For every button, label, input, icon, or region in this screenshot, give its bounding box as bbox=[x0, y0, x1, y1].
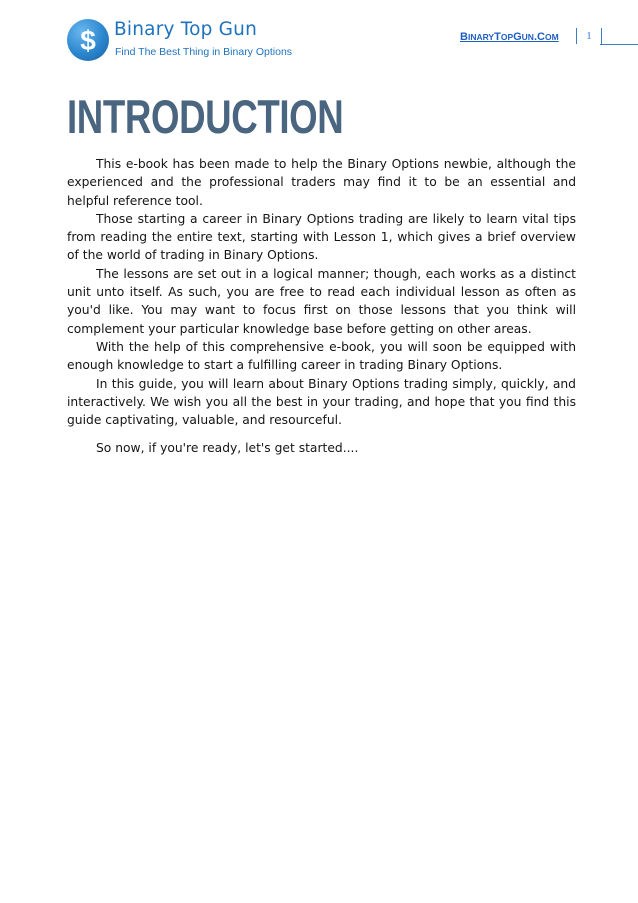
body-text bbox=[67, 155, 576, 458]
brand-logo bbox=[67, 19, 293, 63]
closing-line: So now, if you're ready, let's get started.... bbox=[96, 441, 359, 456]
header-rule bbox=[600, 44, 638, 45]
dollar-symbol: $ bbox=[80, 25, 96, 56]
site-link-text: INARY bbox=[467, 32, 495, 42]
site-link-text: G bbox=[513, 31, 522, 43]
site-link-text: T bbox=[494, 31, 501, 43]
paragraph: The lessons are set out in a logical manner; though, each works as a distinct unit unto itself. As such, you are free to read each individual lesson as often as you'd like. You may want to focus first on those lessons that you think will complement your particular knowledge base before getting on other areas. bbox=[67, 266, 576, 336]
paragraph: With the help of this comprehensive e-book, you will soon be equipped with enough knowledge to start a fulfilling career in trading Binary Options. bbox=[67, 339, 576, 373]
page-number: 1 bbox=[576, 28, 602, 44]
logo-tagline: Find The Best Thing in Binary Options bbox=[115, 46, 293, 58]
paragraph: This e-book has been made to help the Binary Options newbie, although the experienced and the professional traders may find it to be an essential and helpful reference tool. bbox=[67, 157, 576, 208]
logo-title: Binary Top Gun bbox=[114, 19, 258, 40]
dollar-coin-icon bbox=[67, 19, 109, 61]
site-link-text: OP bbox=[500, 32, 514, 42]
site-link-text: . bbox=[533, 31, 538, 43]
site-link-text: C bbox=[537, 31, 545, 43]
site-link-text: OM bbox=[544, 32, 559, 42]
site-link-text: UN bbox=[521, 32, 534, 42]
site-link[interactable] bbox=[460, 31, 559, 43]
site-link-text: B bbox=[460, 31, 468, 43]
paragraph: Those starting a career in Binary Options trading are likely to learn vital tips from reading the entire text, starting with Lesson 1, which gives a brief overview of the world of trading in Binary Options. bbox=[67, 211, 576, 263]
paragraph: In this guide, you will learn about Binary Options trading simply, quickly, and interactively. We wish you all the best in your trading, and hope that you find this guide captivating, valuable, and resourceful. bbox=[67, 376, 576, 428]
section-heading: INTRODUCTION bbox=[67, 90, 344, 143]
